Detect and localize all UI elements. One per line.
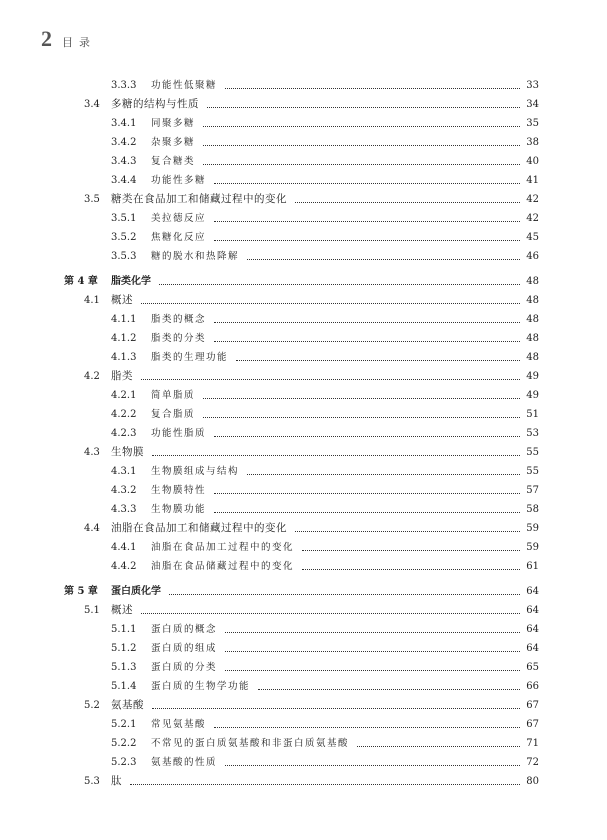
toc-entry-number: 5.3 (84, 776, 100, 787)
toc-entry-page: 46 (526, 251, 539, 262)
toc-entry-title: 脂类 (111, 370, 133, 382)
toc-entry-title: 蛋白质的分类 (151, 662, 218, 673)
toc-entry-page: 48 (526, 314, 539, 325)
toc-entry-number: 5.2.1 (111, 719, 137, 730)
toc-entry-page: 42 (526, 194, 539, 205)
toc-entry-number: 3.3.3 (111, 80, 137, 91)
toc-entry-title: 常见氨基酸 (151, 719, 207, 730)
dot-leader (214, 341, 520, 342)
toc-entry-title: 氨基酸 (111, 699, 144, 711)
toc-entry (0, 538, 607, 557)
dot-leader (130, 784, 520, 785)
toc-entry-number: 3.4.1 (111, 118, 137, 129)
toc-entry-title: 脂类的概念 (151, 314, 207, 325)
toc-entry (0, 500, 607, 519)
toc-entry-number: 5.1 (84, 605, 100, 616)
toc-entry-page: 80 (526, 776, 539, 787)
toc-entry-page: 57 (526, 485, 539, 496)
toc-entry (0, 443, 607, 462)
toc-entry-title: 功能性脂质 (151, 428, 207, 439)
dot-leader (214, 322, 520, 323)
toc-entry-title: 糖类在食品加工和储藏过程中的变化 (111, 193, 287, 205)
toc-entry-page: 48 (526, 352, 539, 363)
toc-entry-number: 4.1.2 (111, 333, 137, 344)
dot-leader (295, 531, 520, 532)
toc-entry-page: 72 (526, 757, 539, 768)
toc-entry-page: 58 (526, 504, 539, 515)
dot-leader (203, 126, 520, 127)
toc-entry-number: 3.4 (84, 99, 100, 110)
dot-leader (152, 708, 520, 709)
dot-leader (214, 240, 520, 241)
toc-entry (0, 272, 607, 291)
dot-leader (302, 550, 520, 551)
dot-leader (214, 493, 520, 494)
toc-entry-page: 59 (526, 523, 539, 534)
toc-entry-number: 4.4 (84, 523, 100, 534)
dot-leader (302, 569, 520, 570)
toc-entry-title: 糖的脱水和热降解 (151, 251, 240, 262)
toc-entry-number: 3.4.3 (111, 156, 137, 167)
toc-entry-title: 复合脂质 (151, 409, 196, 420)
toc-entry-number: 5.2.3 (111, 757, 137, 768)
dot-leader (141, 303, 520, 304)
toc-entry-title: 简单脂质 (151, 390, 196, 401)
toc-entry-title: 不常见的蛋白质氨基酸和非蛋白质氨基酸 (151, 738, 350, 749)
toc-entry-title: 蛋白质的生物学功能 (151, 681, 251, 692)
toc-entry-title: 脂类化学 (111, 276, 151, 287)
toc-entry-number: 4.3 (84, 447, 100, 458)
toc-entry (0, 519, 607, 538)
toc-entry-number: 3.5.1 (111, 213, 137, 224)
dot-leader (236, 360, 520, 361)
toc-entry-page: 49 (526, 390, 539, 401)
toc-entry-title: 多糖的结构与性质 (111, 98, 199, 110)
toc-entry-page: 41 (526, 175, 539, 186)
toc-entry-page: 64 (526, 605, 539, 616)
toc-entry-number: 4.2 (84, 371, 100, 382)
dot-leader (203, 417, 520, 418)
toc-entry (0, 95, 607, 114)
toc-entry-page: 45 (526, 232, 539, 243)
dot-leader (225, 632, 520, 633)
toc-entry-title: 油脂在食品储藏过程中的变化 (151, 561, 295, 572)
dot-leader (203, 164, 520, 165)
toc-entry-page: 48 (526, 295, 539, 306)
toc-entry-number: 4.2.2 (111, 409, 137, 420)
toc-entry-page: 67 (526, 700, 539, 711)
toc-entry-page: 35 (526, 118, 539, 129)
dot-leader (141, 613, 520, 614)
toc-entry-number: 4.1.1 (111, 314, 137, 325)
toc-entry-number: 4.2.1 (111, 390, 137, 401)
toc-entry-title: 脂类的生理功能 (151, 352, 229, 363)
dot-leader (214, 512, 520, 513)
dot-leader (357, 746, 520, 747)
toc-entry-number: 3.4.2 (111, 137, 137, 148)
dot-leader (203, 398, 520, 399)
dot-leader (214, 221, 520, 222)
dot-leader (141, 379, 520, 380)
toc-entry-title: 生物膜 (111, 446, 144, 458)
toc-entry-title: 生物膜功能 (151, 504, 207, 515)
toc-entry-title: 油脂在食品加工过程中的变化 (151, 542, 295, 553)
toc-entry (0, 715, 607, 734)
toc-entry (0, 639, 607, 658)
toc-entry (0, 310, 607, 329)
toc-entry-title: 美拉德反应 (151, 213, 207, 224)
toc-entry-number: 5.2.2 (111, 738, 137, 749)
toc-entry-number: 3.5 (84, 194, 100, 205)
toc-entry-title: 肽 (111, 775, 122, 787)
toc-entry-number: 4.1 (84, 295, 100, 306)
toc-entry (0, 462, 607, 481)
toc-entry (0, 228, 607, 247)
dot-leader (214, 183, 520, 184)
toc-entry-page: 61 (526, 561, 539, 572)
dot-leader (203, 145, 520, 146)
toc-entry (0, 291, 607, 310)
toc-entry-title: 概述 (111, 604, 133, 616)
toc-entry-page: 66 (526, 681, 539, 692)
toc-entry-number: 第 5 章 (64, 586, 98, 597)
dot-leader (225, 765, 520, 766)
toc-entry-title: 蛋白质的组成 (151, 643, 218, 654)
dot-leader (258, 689, 520, 690)
toc-entry-page: 55 (526, 466, 539, 477)
toc-entry (0, 734, 607, 753)
toc-entry (0, 133, 607, 152)
toc-entry-number: 5.1.2 (111, 643, 137, 654)
dot-leader (247, 259, 520, 260)
toc-entry-title: 焦糖化反应 (151, 232, 207, 243)
toc-entry-page: 51 (526, 409, 539, 420)
dot-leader (225, 88, 520, 89)
toc-entry-page: 34 (526, 99, 539, 110)
toc-entry-title: 脂类的分类 (151, 333, 207, 344)
toc-entry (0, 171, 607, 190)
toc-entry-number: 第 4 章 (64, 276, 98, 287)
toc-entry-title: 同聚多糖 (151, 118, 196, 129)
toc-entry-title: 生物膜组成与结构 (151, 466, 240, 477)
toc-entry-page: 33 (526, 80, 539, 91)
toc-entry (0, 190, 607, 209)
toc-entry (0, 329, 607, 348)
dot-leader (207, 107, 520, 108)
toc-entry (0, 405, 607, 424)
toc-entry-page: 48 (526, 333, 539, 344)
toc-entry-title: 复合糖类 (151, 156, 196, 167)
toc-entry-number: 4.1.3 (111, 352, 137, 363)
toc-entry-title: 杂聚多糖 (151, 137, 196, 148)
toc-entry-number: 4.3.3 (111, 504, 137, 515)
toc-entry-title: 蛋白质的概念 (151, 624, 218, 635)
dot-leader (214, 727, 520, 728)
toc-entry-title: 功能性低聚糖 (151, 80, 218, 91)
dot-leader (159, 284, 520, 285)
toc-entry (0, 424, 607, 443)
toc-entry (0, 152, 607, 171)
page-number: 2 (41, 26, 52, 51)
toc-entry-number: 4.3.1 (111, 466, 137, 477)
toc-entry (0, 620, 607, 639)
toc-entry-page: 40 (526, 156, 539, 167)
dot-leader (214, 436, 520, 437)
dot-leader (169, 594, 520, 595)
dot-leader (225, 651, 520, 652)
toc-entry-page: 64 (526, 643, 539, 654)
toc-entry-page: 48 (526, 276, 539, 287)
toc-entry (0, 677, 607, 696)
toc-entry-title: 生物膜特性 (151, 485, 207, 496)
toc-entry-number: 3.5.3 (111, 251, 137, 262)
toc-entry-page: 55 (526, 447, 539, 458)
toc-entry-page: 42 (526, 213, 539, 224)
toc-entry-number: 5.1.3 (111, 662, 137, 673)
toc-entry-number: 3.5.2 (111, 232, 137, 243)
toc-entry-number: 5.1.1 (111, 624, 137, 635)
toc-entry (0, 114, 607, 133)
toc-entry-page: 38 (526, 137, 539, 148)
toc-entry-title: 蛋白质化学 (111, 586, 161, 597)
dot-leader (295, 202, 520, 203)
toc-entry (0, 696, 607, 715)
dot-leader (247, 474, 520, 475)
toc-entry-number: 4.3.2 (111, 485, 137, 496)
toc-entry-title: 概述 (111, 294, 133, 306)
toc-entry-page: 49 (526, 371, 539, 382)
toc-entry (0, 772, 607, 791)
toc-entry-page: 67 (526, 719, 539, 730)
toc-entry-title: 油脂在食品加工和储藏过程中的变化 (111, 522, 287, 534)
toc-entry-page: 71 (526, 738, 539, 749)
toc-entry-title: 功能性多糖 (151, 175, 207, 186)
toc-entry (0, 658, 607, 677)
toc-entry (0, 209, 607, 228)
toc-entry-page: 59 (526, 542, 539, 553)
header-title: 目录 (62, 36, 96, 49)
toc-entry (0, 76, 607, 95)
toc-entry (0, 601, 607, 620)
toc-entry-number: 4.2.3 (111, 428, 137, 439)
toc-entry-number: 4.4.2 (111, 561, 137, 572)
toc-entry-number: 5.2 (84, 700, 100, 711)
toc-entry-title: 氨基酸的性质 (151, 757, 218, 768)
toc-entry (0, 367, 607, 386)
page-header (41, 26, 96, 50)
toc-entry-page: 53 (526, 428, 539, 439)
toc-entry-page: 64 (526, 624, 539, 635)
dot-leader (152, 455, 520, 456)
toc-entry (0, 557, 607, 576)
dot-leader (225, 670, 520, 671)
toc-entry-number: 4.4.1 (111, 542, 137, 553)
toc-entry (0, 386, 607, 405)
toc-entry (0, 348, 607, 367)
toc-entry (0, 582, 607, 601)
toc-entry (0, 481, 607, 500)
toc-entry-page: 65 (526, 662, 539, 673)
toc-entry-page: 64 (526, 586, 539, 597)
toc-entry-number: 5.1.4 (111, 681, 137, 692)
toc-entry (0, 247, 607, 266)
toc-entry-number: 3.4.4 (111, 175, 137, 186)
toc-entry (0, 753, 607, 772)
